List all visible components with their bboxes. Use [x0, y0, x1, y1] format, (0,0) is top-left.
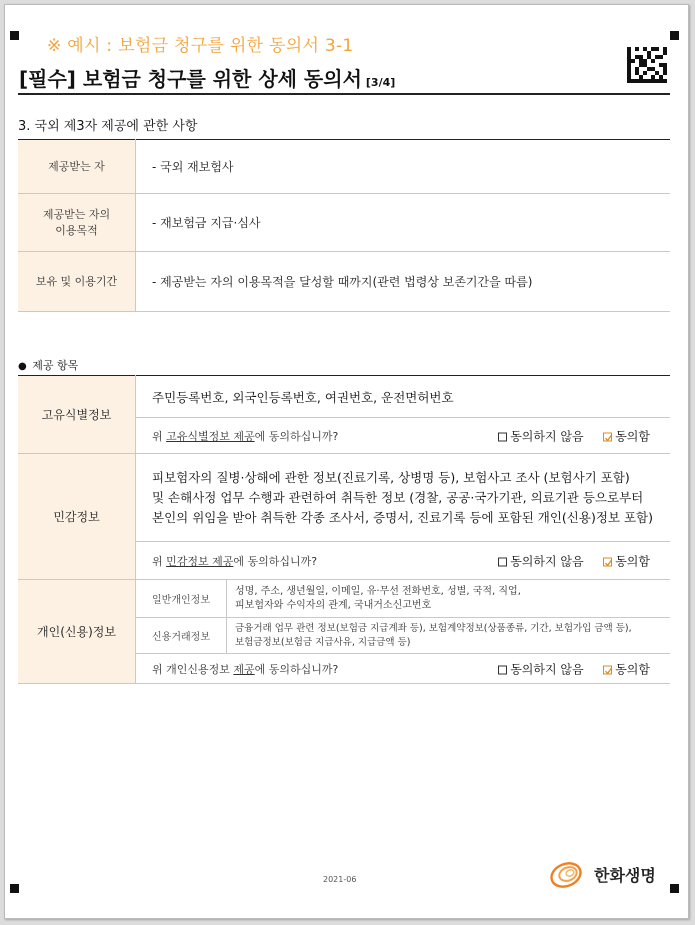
general-personal-info-value: 성명, 주소, 생년월일, 이메일, 유·무선 전화번호, 성별, 국적, 직업, 피보험자와 수익자의 관계, 국내거소신고번호	[227, 580, 671, 618]
table-row	[18, 580, 670, 618]
sensitive-description: 피보험자의 질병·상해에 관한 정보(진료기록, 상병명 등), 보험사고 조사 (보험사기 포함) 및 손해사정 업무 수행과 관련하여 취득한 정보 (경찰, 공공·국가기관, 의료기관 등으로부터 본인의 위임을 받아 취득한 각종 조사서, 증명서, 진료기록 등에 포함된 개인(신용)정보 포함)	[136, 454, 671, 542]
table-row	[18, 252, 670, 312]
page-indicator: [3/4]	[365, 76, 396, 89]
brand-logo	[548, 858, 656, 890]
row-label-purpose: 제공받는 자의 이용목적	[18, 194, 136, 252]
footer-date: 2021-06	[323, 875, 357, 884]
unique-id-consent-options	[498, 427, 650, 444]
table-row	[18, 376, 670, 418]
qr-code-icon	[627, 47, 667, 83]
row-value-retention: - 제공받는 자의 이용목적을 달성할 때까지(관련 법령상 보존기간을 따름)	[136, 252, 671, 312]
items-heading-text: 제공 항목	[32, 359, 79, 372]
credit-transaction-info-value: 금융거래 업무 관련 정보(보험금 지급계좌 등), 보험계약정보(상품종류, 기간, 보험가입 금액 등), 보험금정보(보험금 지급사유, 지급금액 등)	[227, 618, 671, 654]
registration-mark-bottom-left	[10, 884, 19, 893]
checkmark-icon	[604, 666, 613, 675]
category-personal-credit: 개인(신용)정보	[18, 580, 136, 684]
general-personal-info-label: 일반개인정보	[136, 580, 227, 618]
credit-transaction-info-label: 신용거래정보	[136, 618, 227, 654]
disagree-checkbox[interactable]	[498, 557, 507, 566]
personal-link: 제공	[233, 662, 255, 676]
unique-id-consent-question: 위 고유식별정보 제공에 동의하십니까? 동의하지 않음 동의함	[136, 418, 671, 454]
brand-name: 한화생명	[594, 865, 656, 885]
personal-consent-options	[498, 660, 650, 677]
disagree-label: 동의하지 않음	[510, 554, 584, 568]
example-title: ※ 예시 : 보험금 청구를 위한 동의서 3-1	[47, 36, 354, 56]
row-value-recipient: - 국외 재보험사	[136, 140, 671, 194]
agree-label: 동의함	[615, 662, 650, 676]
main-title-text: [필수] 보험금 청구를 위한 상세 동의서	[19, 67, 362, 91]
disagree-label: 동의하지 않음	[510, 662, 584, 676]
sensitive-consent-options	[498, 552, 650, 569]
category-sensitive: 민감정보	[18, 454, 136, 580]
checkmark-icon	[604, 558, 613, 567]
row-label-retention: 보유 및 이용기간	[18, 252, 136, 312]
registration-mark-bottom-right	[670, 884, 679, 893]
title-divider	[18, 93, 670, 95]
agree-checkbox[interactable]	[603, 432, 612, 441]
registration-mark-top-right	[670, 31, 679, 40]
document-page	[4, 4, 689, 919]
table-row	[18, 140, 670, 194]
category-unique-id: 고유식별정보	[18, 376, 136, 454]
unique-id-description: 주민등록번호, 외국인등록번호, 여권번호, 운전면허번호	[136, 376, 671, 418]
unique-id-link: 고유식별정보 제공	[166, 429, 255, 443]
disagree-checkbox[interactable]	[498, 665, 507, 674]
agree-label: 동의함	[615, 429, 650, 443]
table-row	[18, 194, 670, 252]
sensitive-consent-question: 위 민감정보 제공에 동의하십니까? 동의하지 않음 동의함	[136, 542, 671, 580]
items-heading	[18, 357, 78, 373]
personal-consent-question: 위 개인신용정보 제공에 동의하십니까? 동의하지 않음 동의함	[136, 654, 671, 684]
agree-checkbox[interactable]	[603, 665, 612, 674]
section-heading: 3. 국외 제3자 제공에 관한 사항	[18, 119, 198, 134]
hanwha-logo-icon	[548, 858, 588, 890]
disagree-checkbox[interactable]	[498, 432, 507, 441]
agree-label: 동의함	[615, 554, 650, 568]
registration-mark-top-left	[10, 31, 19, 40]
row-label-recipient: 제공받는 자	[18, 140, 136, 194]
page-title	[19, 63, 395, 92]
third-party-provision-table	[18, 139, 670, 312]
provided-items-table	[18, 375, 670, 684]
checkmark-icon	[604, 433, 613, 442]
agree-checkbox[interactable]	[603, 557, 612, 566]
bullet-icon: ●	[18, 361, 27, 372]
disagree-label: 동의하지 않음	[510, 429, 584, 443]
row-value-purpose: - 재보험금 지급·심사	[136, 194, 671, 252]
sensitive-link: 민감정보 제공	[166, 554, 234, 568]
table-row	[18, 454, 670, 542]
